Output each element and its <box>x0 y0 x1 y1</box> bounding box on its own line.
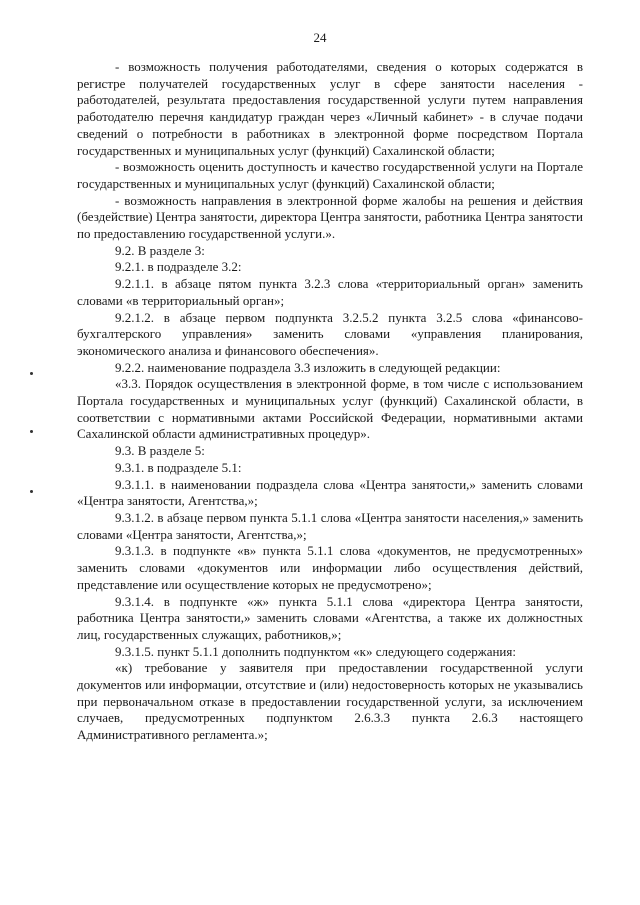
margin-mark <box>30 430 33 433</box>
paragraph: 9.2.2. наименование подраздела 3.3 изложить в следующей редакции: <box>115 359 501 375</box>
paragraph: 9.2.1.1. в абзаце пятом пункта 3.2.3 слова «территориальный орган» заменить словами «в территориальный орган»; <box>77 276 583 308</box>
paragraph: - возможность направления в электронной форме жалобы на решения и действия (бездействие) Центра занятости, директора Центра занятости, работника Центра занятости по предоставлению государственной услуги.». <box>77 192 583 242</box>
paragraph: 9.3.1. в подразделе 5.1: <box>115 459 242 475</box>
margin-mark <box>30 490 33 493</box>
paragraph: 9.3.1.3. в подпункте «в» пункта 5.1.1 слова «документов, не предусмотренных» заменить словами «документов или информации либо осуществления действий, представление или осуществление которых не предусмотрено»; <box>77 543 583 592</box>
paragraph: 9.2.1.2. в абзаце первом подпункта 3.2.5.2 пункта 3.2.5 слова «финансово-бухгалтерского управления» заменить словами «управления планирования, экономического анализа и финансового обеспечения». <box>77 309 583 358</box>
paragraph: 9.3.1.2. в абзаце первом пункта 5.1.1 слова «Центра занятости населения,» заменить словами «Центра занятости, Агентства,»; <box>77 509 583 542</box>
margin-mark <box>30 372 33 375</box>
paragraph: 9.3. В разделе 5: <box>115 443 205 459</box>
page-number: 24 <box>313 30 327 45</box>
document-body <box>77 59 583 744</box>
paragraph: 9.2.1. в подразделе 3.2: <box>115 259 242 275</box>
paragraph: 9.3.1.5. пункт 5.1.1 дополнить подпунктом «к» следующего содержания: <box>115 643 516 659</box>
paragraph: «к) требование у заявителя при предоставлении государственной услуги документов или информации, отсутствие и (или) недостоверность которых не указывались при первоначальном отказе в предоставлении государственной услуги, за исключением случаев, предусмотренных подпунктом 2.6.3.3 пункта 2.6.3 настоящего Административного регламента.»; <box>77 660 583 743</box>
paragraph: 9.3.1.1. в наименовании подраздела слова «Центра занятости,» заменить словами «Центра занятости, Агентства,»; <box>77 476 583 509</box>
paragraph: - возможность оценить доступность и качество государственной услуги на Портале государственных и муниципальных услуг (функций) Сахалинской области; <box>77 159 583 191</box>
paragraph: - возможность получения работодателями, сведения о которых содержатся в регистре получателей государственных услуг в сфере занятости населения - работодателей, результата предоставления государственной услуги путем направления работодателю перечня кандидатур граждан через «Личный кабинет» - в случае подачи сведений о потребности в работниках в электронной форме посредством Портала государственных и муниципальных услуг (функций) Сахалинской области; <box>77 59 583 158</box>
paragraph: 9.2. В разделе 3: <box>115 242 205 258</box>
paragraph: 9.3.1.4. в подпункте «ж» пункта 5.1.1 слова «директора Центра занятости, работника Центра занятости,» заменить словами «Агентства, а также их должностных лиц, государственных служащих, работников,»; <box>77 593 583 642</box>
paragraph: «3.3. Порядок осуществления в электронной форме, в том числе с использованием Портала государственных и муниципальных услуг (функций) Сахалинской области, в соответствии с нормативными актами Российской Федерации, нормативными актами Сахалинской области административных процедур». <box>77 376 583 442</box>
